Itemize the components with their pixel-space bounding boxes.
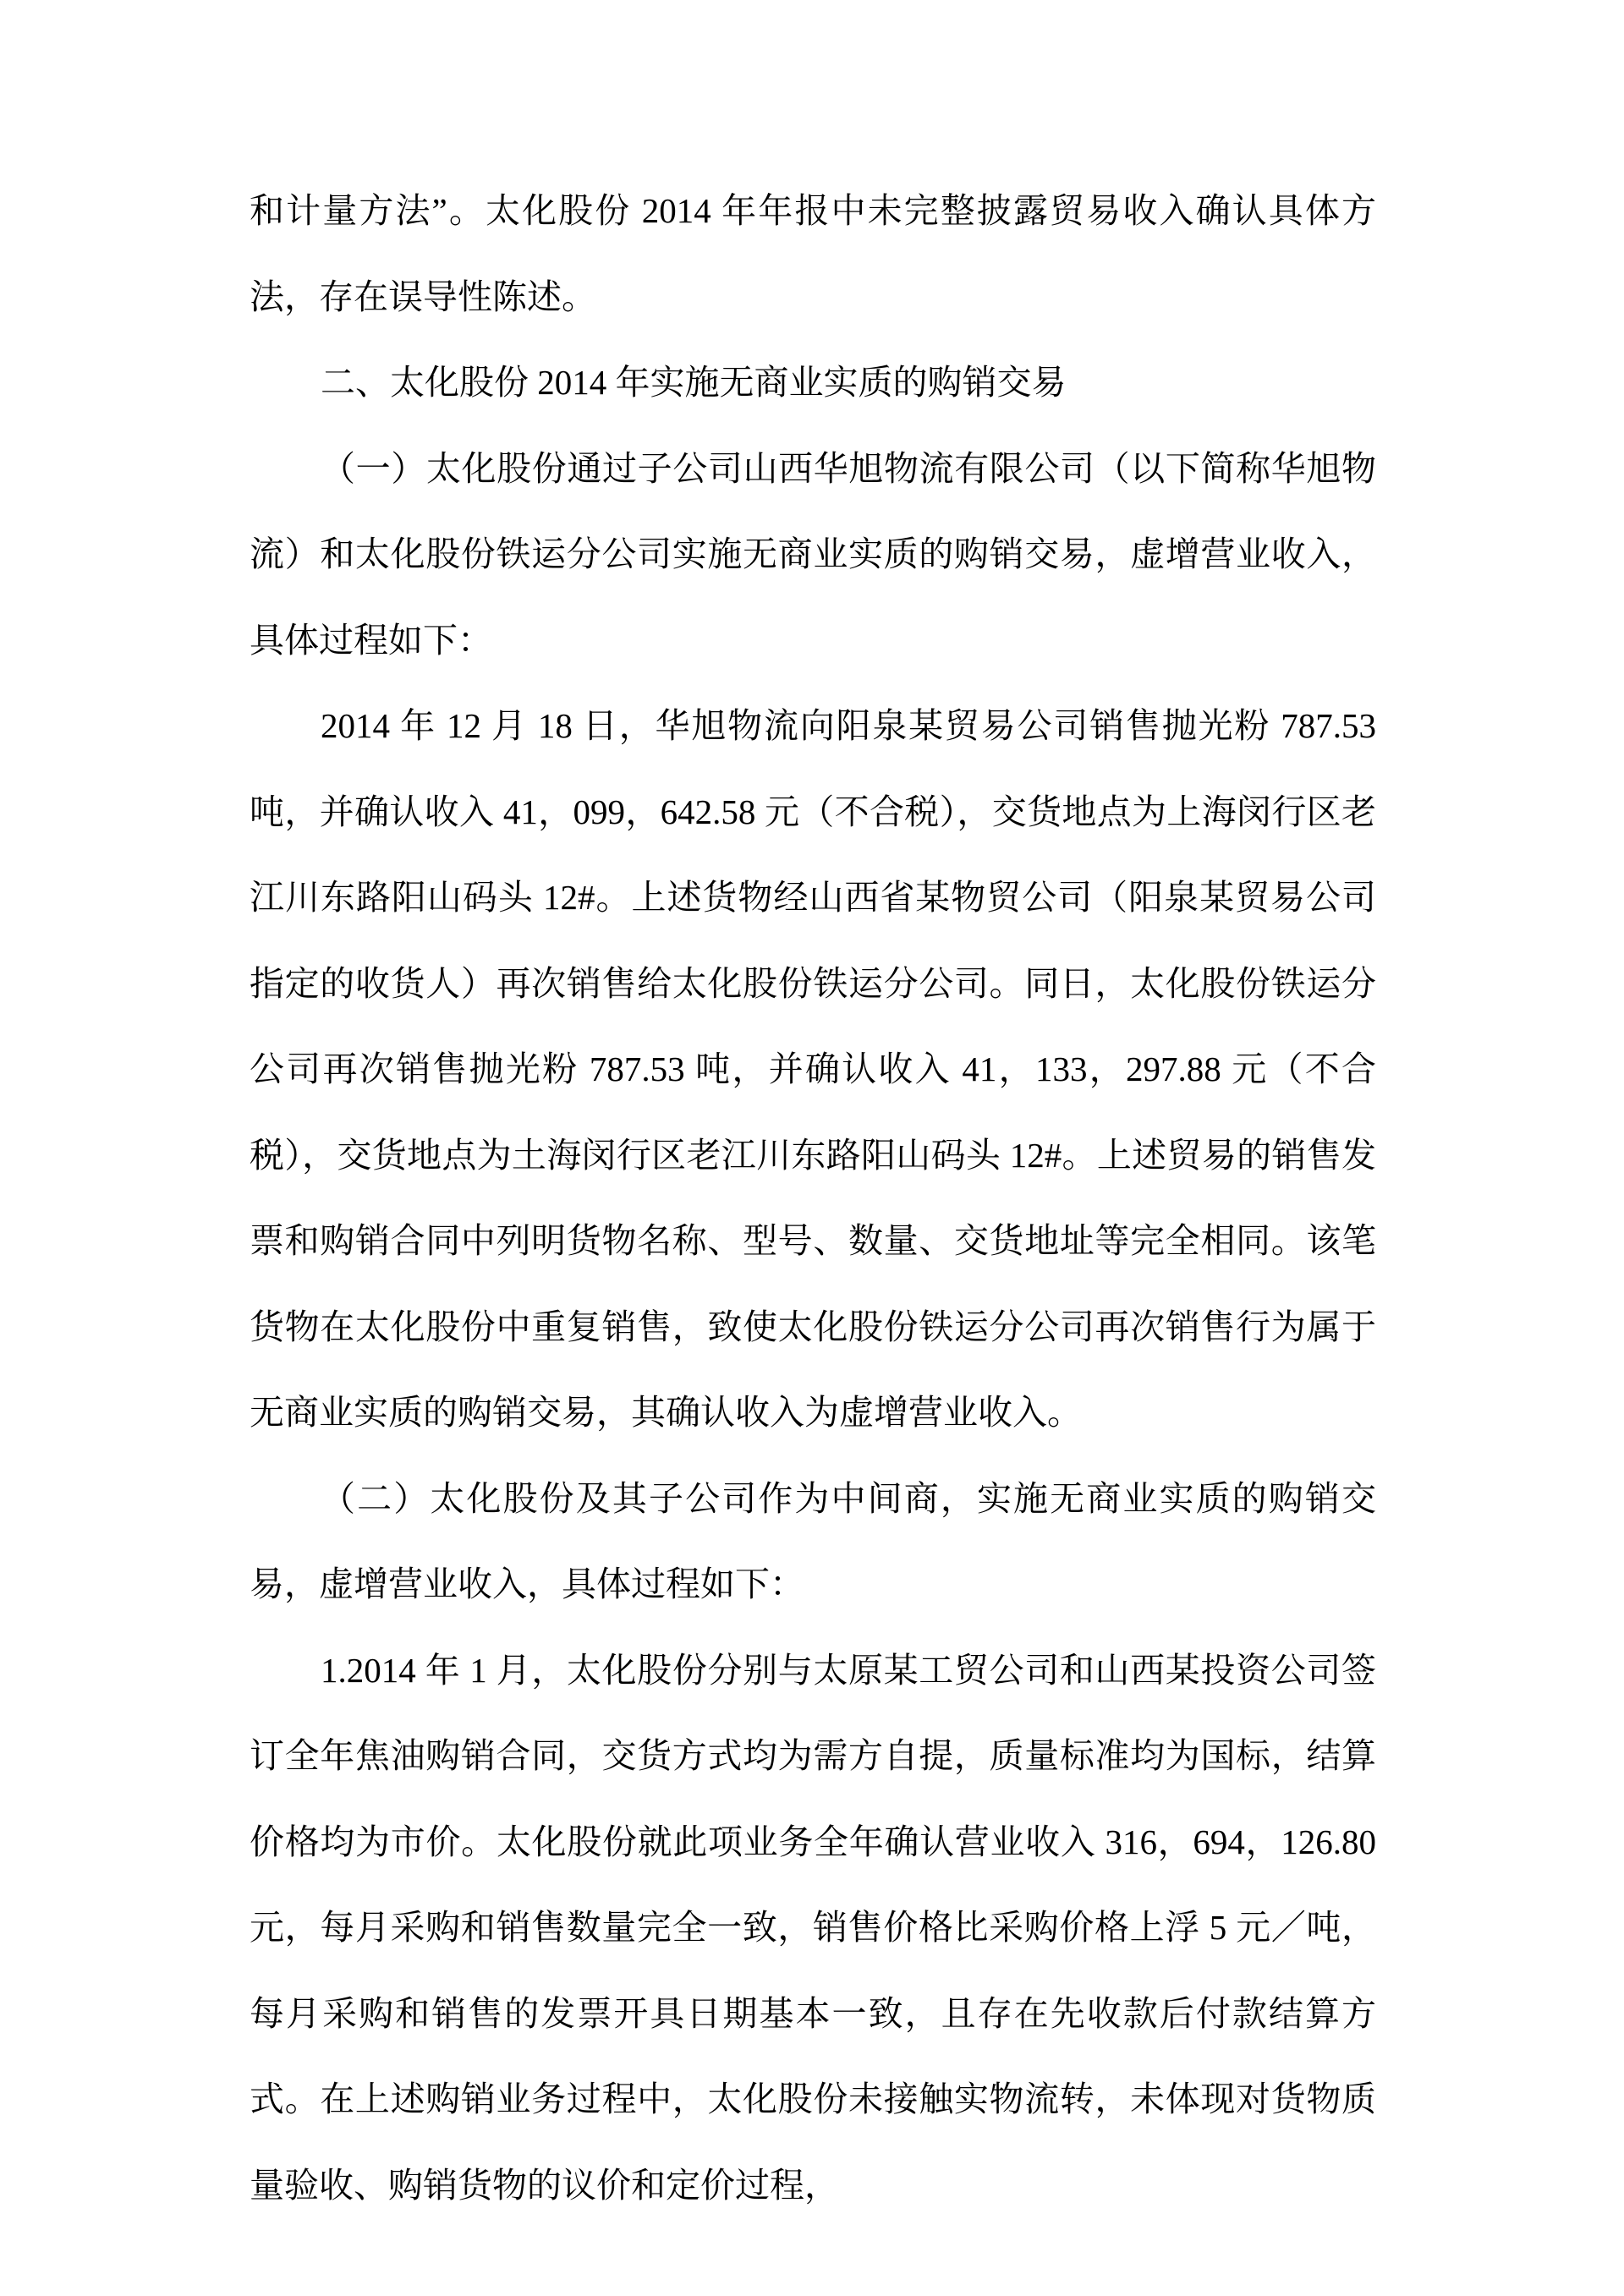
paragraph-sub-item-1-detail: 2014 年 12 月 18 日，华旭物流向阳泉某贸易公司销售抛光粉 787.53 吨，并确认收入 41，099，642.58 元（不合税），交货地点为上海闵行区老江川东路阳山码头 12#。上述货物经山西省某物贸公司（阳泉某贸易公司指定的收货人）再次销售给太化股份铁运分公司。同日，太化股份铁运分公司再次销售抛光粉 787.53 吨，并确认收入 41，133，297.88 元（不合税），交货地点为土海闵行区老江川东路阳山码头 12#。上述贸易的销售发票和购销合同中列明货物名称、型号、数量、交货地址等完全相同。该笔货物在太化股份中重复销售，致使太化股份铁运分公司再次销售行为属于无商业实质的购销交易，其确认收入为虚增营业收入。 <box>250 706 1376 1432</box>
paragraph-sub-item-1-intro: （一）太化股份通过子公司山西华旭物流有限公司（以下简称华旭物流）和太化股份铁运分公司实施无商业实质的购销交易，虚增营业收入，具体过程如下： <box>250 448 1376 660</box>
section-heading: 二、太化股份 2014 年实施无商业实质的购销交易 <box>321 363 1067 402</box>
paragraph-sub-item-2-detail: 1.2014 年 1 月，太化股份分别与太原某工贸公司和山西某投资公司签订全年焦油购销合同，交货方式均为需方自提，质量标准均为国标，结算价格均为市价。太化股份就此项业务全年确认营业收入 316，694，126.80 元，每月采购和销售数量完全一致，销售价格比采购价格上浮 5 元／吨，每月采购和销售的发票开具日期基本一致，且存在先收款后付款结算方式。在上述购销业务过程中，太化股份未接触实物流转，未体现对货物质量验收、购销货物的议价和定价过程， <box>250 1650 1376 2205</box>
paragraph-sub-item-2-intro: （二）太化股份及其子公司作为中间商，实施无商业实质的购销交易，虚增营业收入，具体过程如下： <box>250 1478 1376 1603</box>
paragraph-continuation: 和计量方法”。太化股份 2014 年年报中未完整披露贸易收入确认具体方法，存在误导性陈述。 <box>250 191 1376 316</box>
document-body <box>250 168 1376 2228</box>
